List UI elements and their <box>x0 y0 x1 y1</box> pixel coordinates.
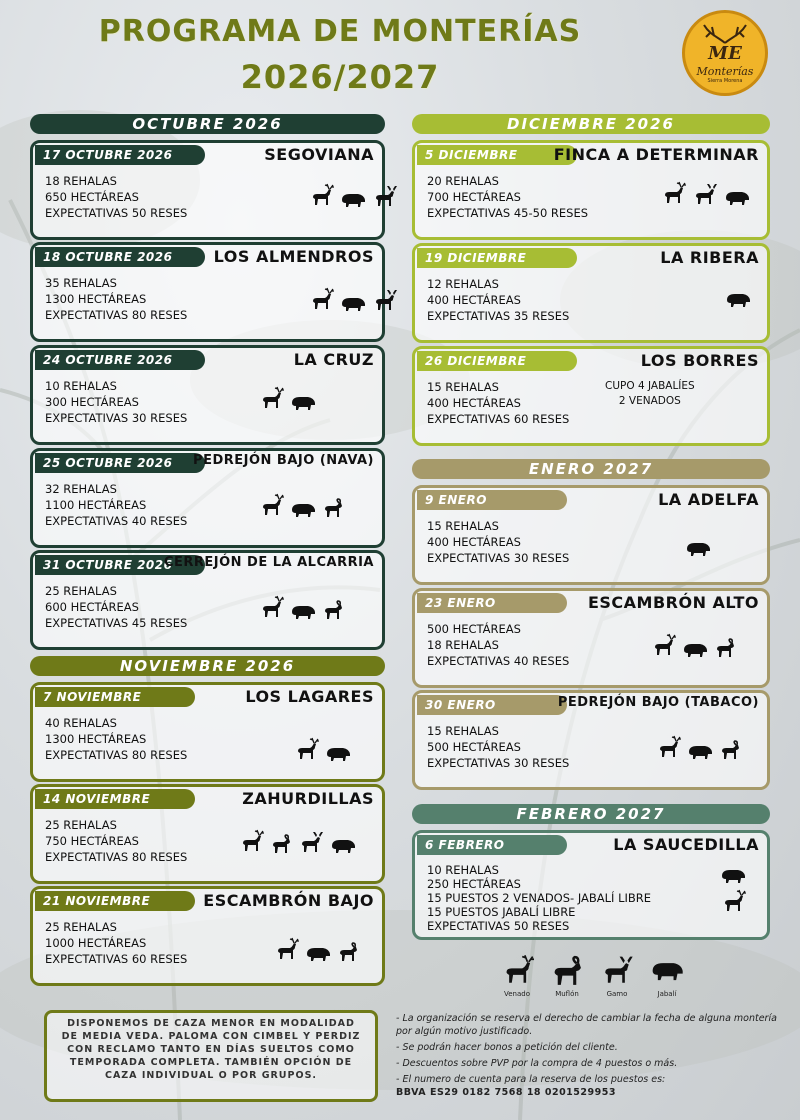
event-detail-line: EXPECTATIVAS 40 RESES <box>45 514 188 528</box>
event-date: 19 DICIEMBRE <box>417 248 577 268</box>
event-detail-line: EXPECTATIVAS 80 RESES <box>45 850 188 864</box>
event-name: FINCA A DETERMINAR <box>553 145 759 164</box>
event-details <box>427 173 588 221</box>
event-quota-note <box>605 379 695 409</box>
jabali-icon <box>290 603 316 621</box>
gamo-icon <box>372 185 398 209</box>
event-card <box>30 242 385 342</box>
event-details <box>45 817 187 865</box>
event-card <box>30 550 385 650</box>
event-detail-line: 400 HECTÁREAS <box>427 535 521 549</box>
event-detail-line: 40 REHALAS <box>45 716 117 730</box>
legend-item <box>650 952 684 998</box>
event-detail-line: EXPECTATIVAS 60 RESES <box>427 412 570 426</box>
event-animals <box>293 737 351 763</box>
event-card <box>412 690 770 790</box>
venado-icon <box>308 183 334 209</box>
condition-item: - El numero de cuenta para la reserva de los puestos es: <box>396 1074 666 1085</box>
event-animals <box>660 181 750 207</box>
muflon-icon <box>322 599 344 621</box>
event-details <box>45 715 187 763</box>
event-date: 14 NOVIEMBRE <box>35 789 195 809</box>
event-details <box>427 621 569 669</box>
gamo-icon <box>372 289 398 313</box>
jabali-icon <box>724 189 750 207</box>
event-detail-line: 300 HECTÁREAS <box>45 395 139 409</box>
logo-brand: Monterías <box>696 64 754 78</box>
jabali-icon <box>340 191 366 209</box>
venado-icon <box>720 889 746 915</box>
event-detail-line: EXPECTATIVAS 45 RESES <box>45 616 188 630</box>
jabali-icon <box>290 394 316 412</box>
event-animals <box>308 287 398 313</box>
event-animals <box>650 633 736 659</box>
gamo-icon <box>692 183 718 207</box>
event-detail-line: 10 REHALAS <box>427 863 499 877</box>
logo-mark: ME <box>708 42 742 64</box>
conditions-list <box>396 1012 786 1102</box>
legend-label: Muflón <box>555 990 579 998</box>
event-card <box>412 346 770 446</box>
event-animals <box>720 867 746 915</box>
jabali-icon <box>720 867 746 885</box>
event-quota-line: CUPO 4 JABALÍES <box>605 380 695 392</box>
event-detail-line: 650 HECTÁREAS <box>45 190 139 204</box>
gamo-icon <box>298 831 324 855</box>
event-detail-line: 750 HECTÁREAS <box>45 834 139 848</box>
event-details <box>427 518 569 566</box>
event-detail-line: 25 REHALAS <box>45 818 117 832</box>
event-detail-line: EXPECTATIVAS 80 RESES <box>45 308 188 322</box>
event-name: PEDREJÓN BAJO (TABACO) <box>557 695 759 710</box>
event-detail-line: 35 REHALAS <box>45 276 117 290</box>
event-date: 30 ENERO <box>417 695 567 715</box>
event-animals <box>308 183 398 209</box>
event-detail-line: 500 HECTÁREAS <box>427 622 521 636</box>
page-subtitle-season: 2026/2027 <box>240 58 440 96</box>
event-name: ESCAMBRÓN ALTO <box>587 593 759 612</box>
event-detail-line: EXPECTATIVAS 35 RESES <box>427 309 570 323</box>
event-name: LA SAUCEDILLA <box>613 835 759 854</box>
event-details <box>45 173 187 221</box>
venado-icon <box>258 493 284 519</box>
animal-legend <box>500 952 684 998</box>
event-detail-line: EXPECTATIVAS 80 RESES <box>45 748 188 762</box>
venado-icon <box>258 386 284 412</box>
antlers-icon <box>700 23 750 45</box>
jabali-icon <box>325 745 351 763</box>
event-detail-line: 500 HECTÁREAS <box>427 740 521 754</box>
event-name: CERREJÓN DE LA ALCARRIA <box>163 555 374 570</box>
event-detail-line: 25 REHALAS <box>45 920 117 934</box>
legend-item <box>550 952 584 998</box>
muflon-icon <box>322 497 344 519</box>
event-card <box>30 682 385 782</box>
event-date: 9 ENERO <box>417 490 567 510</box>
event-date: 5 DICIEMBRE <box>417 145 577 165</box>
event-details <box>427 723 569 771</box>
event-detail-line: 250 HECTÁREAS <box>427 877 521 891</box>
event-date: 18 OCTUBRE 2026 <box>35 247 205 267</box>
event-details <box>45 919 187 967</box>
event-detail-line: 1000 HECTÁREAS <box>45 936 147 950</box>
jabali-icon <box>682 641 708 659</box>
event-animals <box>258 595 344 621</box>
event-detail-line: 600 HECTÁREAS <box>45 600 139 614</box>
condition-item: - Se podrán hacer bonos a petición del cliente. <box>396 1042 618 1053</box>
venado-icon <box>500 954 534 988</box>
event-detail-line: 15 REHALAS <box>427 519 499 533</box>
legend-item <box>600 952 634 998</box>
event-detail-line: 1300 HECTÁREAS <box>45 732 147 746</box>
event-card <box>30 140 385 240</box>
venado-icon <box>650 633 676 659</box>
condition-item: - La organización se reserva el derecho de cambiar la fecha de alguna montería por algún motivo justificado. <box>396 1013 777 1037</box>
event-detail-line: EXPECTATIVAS 45-50 RESES <box>427 206 589 220</box>
event-name: LA CRUZ <box>293 350 374 369</box>
event-detail-line: 25 REHALAS <box>45 584 117 598</box>
month-band-noviembre: NOVIEMBRE 2026 <box>30 656 385 676</box>
event-detail-line: 12 REHALAS <box>427 277 499 291</box>
event-details <box>45 378 187 426</box>
event-name: SEGOVIANA <box>264 145 374 164</box>
event-animals <box>725 291 751 309</box>
event-detail-line: 32 REHALAS <box>45 482 117 496</box>
event-date: 6 FEBRERO <box>417 835 567 855</box>
event-detail-line: 15 REHALAS <box>427 724 499 738</box>
jabali-icon <box>290 501 316 519</box>
event-animals <box>273 937 359 963</box>
event-card <box>30 886 385 986</box>
muflon-icon <box>719 739 741 761</box>
event-date: 24 OCTUBRE 2026 <box>35 350 205 370</box>
event-detail-line: EXPECTATIVAS 30 RESES <box>427 756 570 770</box>
event-detail-line: 1300 HECTÁREAS <box>45 292 147 306</box>
month-band-octubre: OCTUBRE 2026 <box>30 114 385 134</box>
event-name: ESCAMBRÓN BAJO <box>203 891 374 910</box>
event-detail-line: 15 PUESTOS 2 VENADOS- JABALÍ LIBRE <box>427 891 652 905</box>
event-card <box>412 588 770 688</box>
event-card <box>412 830 770 940</box>
event-detail-line: 10 REHALAS <box>45 379 117 393</box>
event-card <box>30 448 385 548</box>
event-detail-line: EXPECTATIVAS 60 RESES <box>45 952 188 966</box>
event-details <box>427 379 569 427</box>
event-details <box>45 481 187 529</box>
logo-subtitle: Sierra Morena <box>707 77 743 84</box>
event-animals <box>655 735 741 761</box>
month-band-enero: ENERO 2027 <box>412 459 770 479</box>
event-quota-line: 2 VENADOS <box>618 395 681 407</box>
event-details <box>45 275 187 323</box>
muflon-icon <box>270 833 292 855</box>
event-detail-line: 15 PUESTOS JABALÍ LIBRE <box>427 905 576 919</box>
jabali-icon <box>305 945 331 963</box>
event-card <box>412 485 770 585</box>
event-date: 21 NOVIEMBRE <box>35 891 195 911</box>
event-card <box>30 345 385 445</box>
venado-icon <box>293 737 319 763</box>
legend-label: Venado <box>503 990 530 998</box>
jabali-icon <box>687 743 713 761</box>
bank-account: BBVA ES29 0182 7568 18 0201529953 <box>396 1087 616 1098</box>
event-detail-line: 18 REHALAS <box>427 638 499 652</box>
event-date: 26 DICIEMBRE <box>417 351 577 371</box>
event-name: PEDREJÓN BAJO (NAVA) <box>193 453 374 468</box>
gamo-icon <box>600 954 634 988</box>
event-animals <box>685 540 711 558</box>
jabali-icon <box>725 291 751 309</box>
page-title: PROGRAMA DE MONTERÍAS <box>98 14 582 49</box>
event-detail-line: 400 HECTÁREAS <box>427 396 521 410</box>
event-animals <box>258 386 316 412</box>
venado-icon <box>308 287 334 313</box>
event-name: ZAHURDILLAS <box>242 789 374 808</box>
event-detail-line: EXPECTATIVAS 50 RESES <box>427 919 570 933</box>
event-name: LA ADELFA <box>658 490 759 509</box>
venado-icon <box>238 829 264 855</box>
jabali-icon <box>650 954 684 988</box>
muflon-icon <box>337 941 359 963</box>
legend-label: Jabalí <box>657 990 677 998</box>
event-date: 31 OCTUBRE 2026 <box>35 555 205 575</box>
event-detail-line: 18 REHALAS <box>45 174 117 188</box>
legend-label: Gamo <box>606 990 628 998</box>
venado-icon <box>660 181 686 207</box>
venado-icon <box>258 595 284 621</box>
event-name: LA RIBERA <box>660 248 759 267</box>
event-animals <box>238 829 356 855</box>
event-details <box>427 276 569 324</box>
month-band-diciembre: DICIEMBRE 2026 <box>412 114 770 134</box>
event-details <box>427 863 651 933</box>
event-animals <box>258 493 344 519</box>
muflon-icon <box>714 637 736 659</box>
event-detail-line: EXPECTATIVAS 50 RESES <box>45 206 188 220</box>
event-date: 25 OCTUBRE 2026 <box>35 453 205 473</box>
event-card <box>412 140 770 240</box>
event-detail-line: 1100 HECTÁREAS <box>45 498 147 512</box>
event-detail-line: EXPECTATIVAS 30 RESES <box>45 411 188 425</box>
event-card <box>30 784 385 884</box>
venado-icon <box>273 937 299 963</box>
condition-item: - Descuentos sobre PVP por la compra de 4 puestos o más. <box>396 1058 678 1069</box>
event-detail-line: EXPECTATIVAS 30 RESES <box>427 551 570 565</box>
event-name: LOS BORRES <box>640 351 759 370</box>
month-band-febrero: FEBRERO 2027 <box>412 804 770 824</box>
event-detail-line: 400 HECTÁREAS <box>427 293 521 307</box>
event-name: LOS ALMENDROS <box>213 247 374 266</box>
event-detail-line: 20 REHALAS <box>427 174 499 188</box>
venado-icon <box>655 735 681 761</box>
event-detail-line: EXPECTATIVAS 40 RESES <box>427 654 570 668</box>
jabali-icon <box>330 837 356 855</box>
event-date: 7 NOVIEMBRE <box>35 687 195 707</box>
event-detail-line: 700 HECTÁREAS <box>427 190 521 204</box>
event-date: 23 ENERO <box>417 593 567 613</box>
muflon-icon <box>550 954 584 988</box>
event-detail-line: 15 REHALAS <box>427 380 499 394</box>
event-name: LOS LAGARES <box>245 687 374 706</box>
caza-menor-box: DISPONEMOS DE CAZA MENOR EN MODALIDAD DE MEDIA VEDA. PALOMA CON CIMBEL Y PERDIZ CON RECLAMO TANTO EN DÍAS SUELTOS COMO TEMPORADA COMPLETA. TAMBIÉN OPCIÓN DE CAZA INDIVIDUAL O POR GRUPOS. <box>44 1010 378 1102</box>
jabali-icon <box>340 295 366 313</box>
event-details <box>45 583 187 631</box>
legend-item <box>500 952 534 998</box>
event-card <box>412 243 770 343</box>
event-date: 17 OCTUBRE 2026 <box>35 145 205 165</box>
jabali-icon <box>685 540 711 558</box>
brand-logo <box>682 10 768 96</box>
